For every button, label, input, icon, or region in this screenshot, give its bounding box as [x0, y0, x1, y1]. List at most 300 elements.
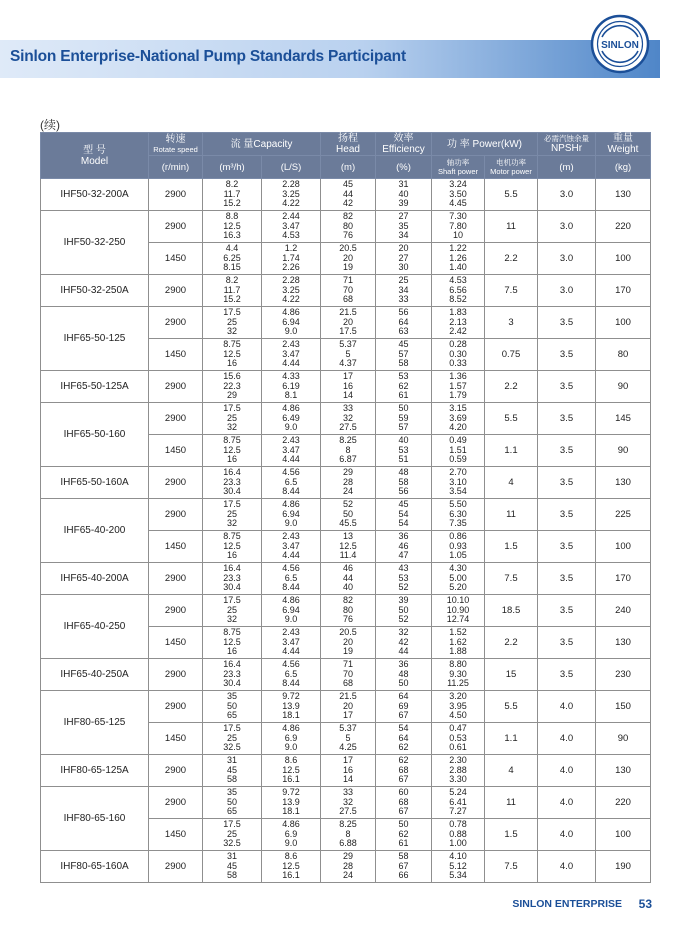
q_ls-value: 1.2 — [284, 243, 298, 254]
table-row — [41, 563, 651, 595]
weight-cell: 190 — [596, 851, 651, 883]
eff-value: 36 — [398, 659, 409, 670]
head-cell — [321, 403, 376, 435]
q_m3-value: 17.5 — [223, 819, 241, 830]
head-cell — [321, 627, 376, 659]
eff-value: 58 — [398, 476, 409, 487]
q_m3-value: 16 — [226, 646, 237, 657]
shaft-value: 5.50 — [449, 499, 467, 510]
head-value: 29 — [342, 467, 353, 478]
speed-cell: 2900 — [149, 659, 203, 691]
head-cell — [321, 819, 376, 851]
eff-value: 46 — [398, 540, 409, 551]
head-value: 19 — [342, 262, 353, 273]
q_ls-value: 6.94 — [282, 604, 300, 615]
head-value: 82 — [342, 211, 353, 222]
q_m3-value: 17.5 — [223, 307, 241, 318]
motor-cell: 3 — [485, 307, 538, 339]
motor-cell: 5.5 — [485, 403, 538, 435]
q_ls-value: 8.44 — [282, 582, 300, 593]
shaft-value: 4.45 — [449, 198, 467, 209]
head-value: 28 — [342, 476, 353, 487]
q_ls-value: 12.5 — [282, 860, 300, 871]
q_m3-value: 30.4 — [223, 582, 241, 593]
shaft-value: 0.78 — [449, 819, 467, 830]
head-value: 27.5 — [339, 806, 357, 817]
model-cell: IHF65-40-250A — [41, 659, 149, 691]
head-value: 21.5 — [339, 691, 357, 702]
header-weight: 重量 Weight — [596, 133, 651, 156]
speed-cell: 2900 — [149, 691, 203, 723]
shaft-cell — [432, 179, 485, 211]
shaft-value: 3.24 — [449, 179, 467, 190]
shaft-value: 5.34 — [449, 870, 467, 881]
head-cell — [321, 531, 376, 563]
shaft-value: 1.52 — [449, 627, 467, 638]
page-footer — [460, 897, 670, 913]
q_ls-value: 4.56 — [282, 467, 300, 478]
weight-cell: 130 — [596, 627, 651, 659]
shaft-cell — [432, 819, 485, 851]
shaft-cell — [432, 467, 485, 499]
q_ls-value: 9.0 — [284, 838, 298, 849]
q_ls-value: 2.43 — [282, 531, 300, 542]
q_m3-value: 25 — [226, 412, 237, 423]
head-value: 19 — [342, 646, 353, 657]
continued-label: (续) — [40, 118, 60, 132]
head-value: 13 — [342, 531, 353, 542]
head-value: 52 — [342, 499, 353, 510]
eff-value: 48 — [398, 668, 409, 679]
q_ls-cell — [262, 467, 321, 499]
eff-value: 42 — [398, 636, 409, 647]
eff-value: 67 — [398, 710, 409, 721]
q_ls-value: 6.5 — [284, 668, 298, 679]
speed-cell: 2900 — [149, 371, 203, 403]
shaft-cell — [432, 275, 485, 307]
eff-value: 40 — [398, 188, 409, 199]
shaft-cell — [432, 435, 485, 467]
table-row — [41, 499, 651, 531]
q_ls-value: 2.28 — [282, 275, 300, 286]
eff-value: 36 — [398, 531, 409, 542]
q_ls-cell — [262, 211, 321, 243]
eff-value: 64 — [398, 732, 409, 743]
q_ls-value: 9.0 — [284, 326, 298, 337]
head-value: 5.37 — [339, 339, 357, 350]
shaft-value: 5.00 — [449, 572, 467, 583]
head-value: 68 — [342, 678, 353, 689]
q_m3-value: 32.5 — [223, 742, 241, 753]
q_ls-value: 6.9 — [284, 732, 298, 743]
q_m3-value: 16 — [226, 454, 237, 465]
table-row — [41, 755, 651, 787]
banner-title: Sinlon Enterprise-National Pump Standards Participant — [10, 48, 406, 65]
q_ls-value: 8.6 — [284, 755, 298, 766]
q_m3-value: 23.3 — [223, 572, 241, 583]
shaft-cell — [432, 595, 485, 627]
shaft-value: 0.28 — [449, 339, 467, 350]
weight-cell: 170 — [596, 275, 651, 307]
eff-value: 53 — [398, 371, 409, 382]
model-cell: IHF80-65-160A — [41, 851, 149, 883]
eff-value: 62 — [398, 755, 409, 766]
q_m3-cell — [203, 243, 262, 275]
motor-cell: 11 — [485, 787, 538, 819]
eff-value: 50 — [398, 403, 409, 414]
motor-cell: 2.2 — [485, 627, 538, 659]
q_ls-value: 4.56 — [282, 659, 300, 670]
q_m3-value: 65 — [226, 710, 237, 721]
head-value: 20 — [342, 636, 353, 647]
q_ls-value: 4.56 — [282, 563, 300, 574]
eff-value: 68 — [398, 796, 409, 807]
motor-cell: 15 — [485, 659, 538, 691]
q_ls-value: 8.44 — [282, 678, 300, 689]
motor-cell: 5.5 — [485, 179, 538, 211]
eff-cell — [376, 627, 432, 659]
head-cell — [321, 467, 376, 499]
eff-value: 59 — [398, 412, 409, 423]
q_m3-value: 50 — [226, 796, 237, 807]
shaft-cell — [432, 307, 485, 339]
q_m3-value: 50 — [226, 700, 237, 711]
shaft-value: 1.40 — [449, 262, 467, 273]
logo-text: SINLON — [601, 40, 639, 51]
head-value: 17 — [342, 710, 353, 721]
q_ls-cell — [262, 595, 321, 627]
q_m3-value: 25 — [226, 604, 237, 615]
q_m3-cell — [203, 787, 262, 819]
weight-cell: 170 — [596, 563, 651, 595]
q_ls-value: 18.1 — [282, 806, 300, 817]
table-row — [41, 851, 651, 883]
head-value: 21.5 — [339, 307, 357, 318]
q_m3-value: 15.6 — [223, 371, 241, 382]
q_ls-value: 3.47 — [282, 636, 300, 647]
shaft-value: 0.88 — [449, 828, 467, 839]
q_m3-cell — [203, 723, 262, 755]
shaft-value: 5.24 — [449, 787, 467, 798]
q_ls-value: 8.6 — [284, 851, 298, 862]
motor-cell: 0.75 — [485, 339, 538, 371]
eff-value: 34 — [398, 284, 409, 295]
table-row — [41, 371, 651, 403]
eff-cell — [376, 211, 432, 243]
q_m3-value: 12.5 — [223, 444, 241, 455]
eff-value: 52 — [398, 614, 409, 625]
q_ls-value: 4.44 — [282, 550, 300, 561]
q_ls-cell — [262, 371, 321, 403]
head-value: 27.5 — [339, 422, 357, 433]
head-value: 70 — [342, 668, 353, 679]
shaft-value: 1.79 — [449, 390, 467, 401]
q_m3-cell — [203, 851, 262, 883]
shaft-cell — [432, 531, 485, 563]
q_m3-value: 17.5 — [223, 595, 241, 606]
q_ls-value: 4.86 — [282, 595, 300, 606]
head-cell — [321, 339, 376, 371]
shaft-value: 5.12 — [449, 860, 467, 871]
q_m3-value: 8.75 — [223, 435, 241, 446]
q_m3-value: 32 — [226, 422, 237, 433]
eff-value: 56 — [398, 307, 409, 318]
eff-value: 66 — [398, 870, 409, 881]
eff-value: 56 — [398, 486, 409, 497]
header-capacity-m3: (m³/h) — [203, 156, 262, 179]
npsh-cell: 4.0 — [538, 787, 596, 819]
q_m3-value: 32 — [226, 614, 237, 625]
eff-value: 67 — [398, 806, 409, 817]
shaft-value: 2.88 — [449, 764, 467, 775]
header-capacity: 流 量Capacity — [203, 133, 321, 156]
eff-value: 57 — [398, 348, 409, 359]
shaft-cell — [432, 563, 485, 595]
eff-cell — [376, 563, 432, 595]
shaft-value: 7.30 — [449, 211, 467, 222]
shaft-value: 2.13 — [449, 316, 467, 327]
q_m3-value: 4.4 — [225, 243, 239, 254]
eff-value: 50 — [398, 604, 409, 615]
eff-value: 62 — [398, 828, 409, 839]
q_ls-cell — [262, 627, 321, 659]
head-value: 71 — [342, 275, 353, 286]
q_ls-value: 16.1 — [282, 870, 300, 881]
npsh-cell: 3.5 — [538, 307, 596, 339]
header-weight-unit: (kg) — [596, 156, 651, 179]
npsh-cell: 3.0 — [538, 211, 596, 243]
table-row — [41, 179, 651, 211]
npsh-cell: 3.5 — [538, 339, 596, 371]
q_m3-cell — [203, 467, 262, 499]
q_m3-value: 12.5 — [223, 220, 241, 231]
head-value: 50 — [342, 508, 353, 519]
eff-cell — [376, 755, 432, 787]
q_m3-value: 25 — [226, 316, 237, 327]
speed-cell: 1450 — [149, 243, 203, 275]
q_m3-value: 6.25 — [223, 252, 241, 263]
head-value: 5 — [345, 732, 351, 743]
table-row — [41, 691, 651, 723]
eff-cell — [376, 659, 432, 691]
speed-cell: 1450 — [149, 627, 203, 659]
q_ls-value: 3.25 — [282, 284, 300, 295]
q_m3-cell — [203, 819, 262, 851]
speed-cell: 1450 — [149, 531, 203, 563]
q_ls-value: 6.9 — [284, 828, 298, 839]
shaft-value: 7.27 — [449, 806, 467, 817]
header-capacity-ls: (L/S) — [262, 156, 321, 179]
eff-value: 60 — [398, 787, 409, 798]
shaft-value: 0.61 — [449, 742, 467, 753]
eff-value: 27 — [398, 211, 409, 222]
q_m3-value: 16.3 — [223, 230, 241, 241]
eff-value: 54 — [398, 518, 409, 529]
q_m3-value: 30.4 — [223, 678, 241, 689]
q_m3-value: 45 — [226, 764, 237, 775]
shaft-value: 1.88 — [449, 646, 467, 657]
head-value: 20 — [342, 700, 353, 711]
model-cell: IHF50-32-200A — [41, 179, 149, 211]
q_m3-value: 17.5 — [223, 403, 241, 414]
head-cell — [321, 307, 376, 339]
weight-cell: 220 — [596, 211, 651, 243]
head-value: 45.5 — [339, 518, 357, 529]
npsh-cell: 4.0 — [538, 851, 596, 883]
head-cell — [321, 179, 376, 211]
model-cell: IHF65-50-160 — [41, 403, 149, 467]
shaft-cell — [432, 723, 485, 755]
shaft-value: 6.30 — [449, 508, 467, 519]
eff-cell — [376, 179, 432, 211]
shaft-cell — [432, 243, 485, 275]
motor-cell: 18.5 — [485, 595, 538, 627]
q_ls-value: 4.53 — [282, 230, 300, 241]
q_m3-value: 15.2 — [223, 198, 241, 209]
eff-value: 50 — [398, 678, 409, 689]
q_m3-value: 32 — [226, 326, 237, 337]
eff-value: 50 — [398, 819, 409, 830]
q_ls-value: 9.0 — [284, 742, 298, 753]
q_m3-value: 65 — [226, 806, 237, 817]
speed-cell: 2900 — [149, 851, 203, 883]
motor-cell: 1.1 — [485, 435, 538, 467]
shaft-value: 1.51 — [449, 444, 467, 455]
head-value: 76 — [342, 230, 353, 241]
q_m3-cell — [203, 563, 262, 595]
head-cell — [321, 211, 376, 243]
q_ls-cell — [262, 307, 321, 339]
eff-value: 32 — [398, 627, 409, 638]
head-value: 20.5 — [339, 627, 357, 638]
q_ls-cell — [262, 435, 321, 467]
motor-cell: 4 — [485, 467, 538, 499]
model-cell: IHF65-40-200A — [41, 563, 149, 595]
q_m3-value: 32 — [226, 518, 237, 529]
model-cell: IHF80-65-160 — [41, 787, 149, 851]
head-value: 20.5 — [339, 243, 357, 254]
head-value: 46 — [342, 563, 353, 574]
eff-cell — [376, 435, 432, 467]
eff-value: 69 — [398, 700, 409, 711]
npsh-cell: 3.5 — [538, 563, 596, 595]
q_ls-value: 8.1 — [284, 390, 298, 401]
shaft-value: 6.41 — [449, 796, 467, 807]
speed-cell: 2900 — [149, 275, 203, 307]
weight-cell: 100 — [596, 531, 651, 563]
q_m3-value: 8.2 — [225, 275, 239, 286]
model-cell: IHF65-50-125 — [41, 307, 149, 371]
model-cell: IHF65-50-125A — [41, 371, 149, 403]
model-cell: IHF50-32-250A — [41, 275, 149, 307]
shaft-value: 1.62 — [449, 636, 467, 647]
q_m3-value: 23.3 — [223, 668, 241, 679]
weight-cell: 100 — [596, 307, 651, 339]
q_m3-value: 16 — [226, 358, 237, 369]
head-value: 11.4 — [339, 550, 357, 561]
shaft-value: 7.80 — [449, 220, 467, 231]
header-npsh-unit: (m) — [538, 156, 596, 179]
speed-cell: 2900 — [149, 755, 203, 787]
eff-value: 45 — [398, 499, 409, 510]
speed-cell: 2900 — [149, 563, 203, 595]
head-cell — [321, 851, 376, 883]
head-value: 14 — [342, 390, 353, 401]
eff-cell — [376, 467, 432, 499]
model-cell: IHF80-65-125A — [41, 755, 149, 787]
weight-cell: 80 — [596, 339, 651, 371]
q_m3-value: 12.5 — [223, 540, 241, 551]
eff-value: 64 — [398, 316, 409, 327]
eff-value: 52 — [398, 582, 409, 593]
shaft-value: 3.15 — [449, 403, 467, 414]
q_ls-value: 16.1 — [282, 774, 300, 785]
eff-value: 25 — [398, 275, 409, 286]
q_ls-value: 1.74 — [282, 252, 300, 263]
shaft-value: 3.20 — [449, 691, 467, 702]
q_m3-value: 12.5 — [223, 348, 241, 359]
shaft-value: 10.90 — [446, 604, 470, 615]
motor-cell: 5.5 — [485, 691, 538, 723]
eff-value: 35 — [398, 220, 409, 231]
shaft-cell — [432, 499, 485, 531]
eff-value: 27 — [398, 252, 409, 263]
head-value: 80 — [342, 220, 353, 231]
head-value: 42 — [342, 198, 353, 209]
eff-value: 48 — [398, 467, 409, 478]
q_m3-cell — [203, 371, 262, 403]
q_ls-value: 3.47 — [282, 348, 300, 359]
speed-cell: 2900 — [149, 403, 203, 435]
q_m3-value: 58 — [226, 774, 237, 785]
table-row — [41, 275, 651, 307]
table-row — [41, 467, 651, 499]
q_m3-cell — [203, 339, 262, 371]
speed-cell: 2900 — [149, 787, 203, 819]
shaft-cell — [432, 787, 485, 819]
q_m3-value: 8.75 — [223, 339, 241, 350]
motor-cell: 1.5 — [485, 819, 538, 851]
q_ls-cell — [262, 851, 321, 883]
head-value: 8 — [345, 444, 351, 455]
q_ls-value: 3.47 — [282, 220, 300, 231]
table-row — [41, 787, 651, 819]
page-number: 53 — [638, 897, 652, 911]
eff-cell — [376, 275, 432, 307]
q_m3-value: 8.75 — [223, 531, 241, 542]
speed-cell: 1450 — [149, 723, 203, 755]
q_ls-value: 4.86 — [282, 403, 300, 414]
eff-value: 44 — [398, 646, 409, 657]
head-value: 4.37 — [339, 358, 357, 369]
q_m3-value: 35 — [226, 787, 237, 798]
head-value: 17 — [342, 755, 353, 766]
q_ls-value: 4.86 — [282, 499, 300, 510]
head-value: 14 — [342, 774, 353, 785]
model-cell: IHF80-65-125 — [41, 691, 149, 755]
shaft-value: 0.86 — [449, 531, 467, 542]
head-value: 6.88 — [339, 838, 357, 849]
q_m3-value: 17.5 — [223, 723, 241, 734]
head-cell — [321, 275, 376, 307]
q_m3-value: 31 — [226, 851, 237, 862]
head-value: 29 — [342, 851, 353, 862]
header-npsh: 必需汽蚀余量 NPSHr — [538, 133, 596, 156]
q_m3-value: 29 — [226, 390, 237, 401]
weight-cell: 225 — [596, 499, 651, 531]
head-value: 44 — [342, 188, 353, 199]
speed-cell: 1450 — [149, 819, 203, 851]
